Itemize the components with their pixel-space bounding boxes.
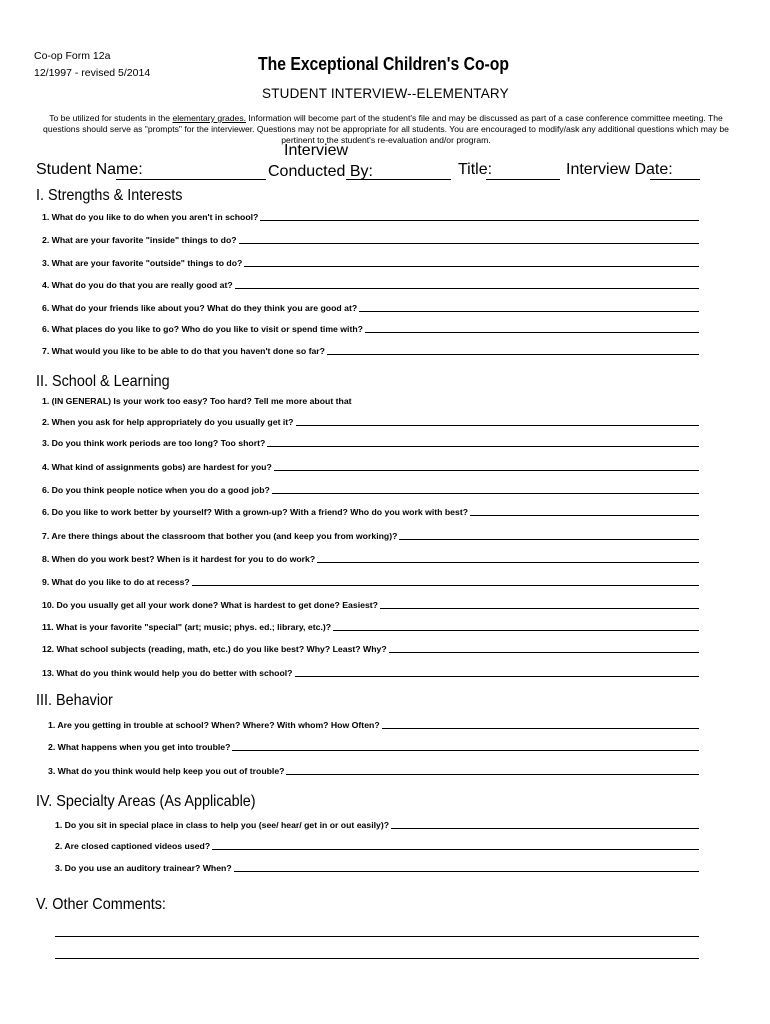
title-field[interactable] <box>486 179 560 180</box>
answer-line[interactable] <box>399 539 699 540</box>
question-row[interactable] <box>42 462 699 472</box>
question-text: 6. Do you like to work better by yourself? With a grown-up? With a friend? Who do you work with best? <box>42 507 469 517</box>
section-heading: IV. Specialty Areas (As Applicable) <box>36 793 256 810</box>
answer-line[interactable] <box>389 652 699 653</box>
question-text: 4. What do you do that you are really good at? <box>42 280 233 290</box>
question-text: 12. What school subjects (reading, math, etc.) do you like best? Why? Least? Why? <box>42 644 387 654</box>
comment-line[interactable] <box>55 958 699 959</box>
interview-label-top: Interview <box>284 142 349 159</box>
question-text: 6. What do your friends like about you? What do they think you are good at? <box>42 303 358 313</box>
comment-line[interactable] <box>55 936 699 937</box>
answer-line[interactable] <box>286 774 699 775</box>
answer-line[interactable] <box>235 288 699 289</box>
section-heading: V. Other Comments: <box>36 896 166 913</box>
intro-text-end: Information will become part of the student's file and may be discussed as part of a case conference committee meeting. The questions should serve as "prompts" for the interviewer. Questions may not be appropriate for all students. You are encouraged to modify/ask any additional questions which may be pertinent to the student's re-evaluation and/or program. <box>43 113 729 145</box>
question-row[interactable] <box>42 324 699 334</box>
question-row[interactable] <box>55 863 699 873</box>
question-text: 6. What places do you like to go? Who do you like to visit or spend time with? <box>42 324 363 334</box>
intro-text-start: To be utilized for students in the <box>49 113 173 123</box>
answer-line[interactable] <box>470 515 699 516</box>
answer-line[interactable] <box>333 630 699 631</box>
question-text: 3. Do you think work periods are too long? Too short? <box>42 438 266 448</box>
question-text: 3. Do you use an auditory trainear? When? <box>55 863 232 873</box>
interview-date-field[interactable] <box>650 179 700 180</box>
question-row[interactable] <box>42 622 699 632</box>
section-heading: I. Strengths & Interests <box>36 187 183 204</box>
question-text: 4. What kind of assignments gobs) are hardest for you? <box>42 462 272 472</box>
question-text: 3. What do you think would help keep you out of trouble? <box>48 766 285 776</box>
intro-emphasis: elementary grades. <box>172 113 247 123</box>
conducted-by-field[interactable] <box>346 179 451 180</box>
title-label: Title: <box>458 161 493 178</box>
answer-line[interactable] <box>274 470 699 471</box>
answer-line[interactable] <box>391 828 699 829</box>
question-text: 1. Do you sit in special place in class to help you (see/ hear/ get in or out easily)? <box>55 820 390 830</box>
question-text: 3. What are your favorite "outside" things to do? <box>42 258 243 268</box>
question-row[interactable] <box>42 438 699 448</box>
question-row[interactable] <box>42 485 699 495</box>
answer-line[interactable] <box>232 750 699 751</box>
answer-line[interactable] <box>244 266 699 267</box>
question-row[interactable] <box>42 396 352 406</box>
question-row[interactable] <box>42 417 699 427</box>
question-row[interactable] <box>42 577 699 587</box>
question-text: 9. What do you like to do at recess? <box>42 577 190 587</box>
question-text: 1. What do you like to do when you aren't in school? <box>42 212 259 222</box>
answer-line[interactable] <box>272 493 699 494</box>
question-text: 10. Do you usually get all your work done? What is hardest to get done? Easiest? <box>42 600 378 610</box>
question-row[interactable] <box>42 531 699 541</box>
question-row[interactable] <box>42 507 699 517</box>
question-row[interactable] <box>42 644 699 654</box>
question-row[interactable] <box>42 258 699 268</box>
question-text: 2. What happens when you get into trouble? <box>48 742 231 752</box>
answer-line[interactable] <box>239 243 699 244</box>
interview-date-label: Interview Date: <box>566 161 673 178</box>
question-text: 13. What do you think would help you do better with school? <box>42 668 293 678</box>
answer-line[interactable] <box>317 562 699 563</box>
form-title: The Exceptional Children's Co-op <box>258 53 510 74</box>
question-row[interactable] <box>42 235 699 245</box>
question-text: 2. Are closed captioned videos used? <box>55 841 211 851</box>
question-text: 6. Do you think people notice when you do a good job? <box>42 485 270 495</box>
question-row[interactable] <box>48 742 699 752</box>
answer-line[interactable] <box>382 728 699 729</box>
answer-line[interactable] <box>234 871 699 872</box>
section-heading: II. School & Learning <box>36 373 170 390</box>
intro-paragraph <box>36 113 736 146</box>
question-row[interactable] <box>48 720 699 730</box>
question-text: 1. (IN GENERAL) Is your work too easy? Too hard? Tell me more about that <box>42 396 352 406</box>
question-text: 2. When you ask for help appropriately do you usually get it? <box>42 417 294 427</box>
student-name-label: Student Name: <box>36 161 143 178</box>
answer-line[interactable] <box>359 311 699 312</box>
question-text: 8. When do you work best? When is it hardest for you to do work? <box>42 554 316 564</box>
question-text: 2. What are your favorite "inside" things to do? <box>42 235 237 245</box>
section-heading: III. Behavior <box>36 692 113 709</box>
question-row[interactable] <box>42 600 699 610</box>
answer-line[interactable] <box>212 849 699 850</box>
answer-line[interactable] <box>296 425 700 426</box>
answer-line[interactable] <box>380 608 699 609</box>
question-row[interactable] <box>42 668 699 678</box>
answer-line[interactable] <box>365 332 699 333</box>
form-subtitle: STUDENT INTERVIEW--ELEMENTARY <box>262 86 509 101</box>
question-row[interactable] <box>42 212 699 222</box>
question-row[interactable] <box>55 841 699 851</box>
question-row[interactable] <box>42 303 699 313</box>
answer-line[interactable] <box>260 220 699 221</box>
form-number: Co-op Form 12a <box>34 50 111 62</box>
question-row[interactable] <box>42 280 699 290</box>
question-text: 7. What would you like to be able to do that you haven't done so far? <box>42 346 325 356</box>
question-row[interactable] <box>42 554 699 564</box>
question-text: 1. Are you getting in trouble at school? When? Where? With whom? How Often? <box>48 720 380 730</box>
question-text: 7. Are there things about the classroom that bother you (and keep you from working)? <box>42 531 398 541</box>
answer-line[interactable] <box>267 446 699 447</box>
question-text: 11. What is your favorite "special" (art; music; phys. ed.; library, etc.)? <box>42 622 332 632</box>
question-row[interactable] <box>55 820 699 830</box>
conducted-by-label: Conducted By: <box>268 163 373 180</box>
answer-line[interactable] <box>295 676 700 677</box>
answer-line[interactable] <box>327 354 699 355</box>
question-row[interactable] <box>48 766 699 776</box>
question-row[interactable] <box>42 346 699 356</box>
answer-line[interactable] <box>192 585 699 586</box>
student-name-field[interactable] <box>116 179 266 180</box>
form-revision: 12/1997 - revised 5/2014 <box>34 67 151 79</box>
